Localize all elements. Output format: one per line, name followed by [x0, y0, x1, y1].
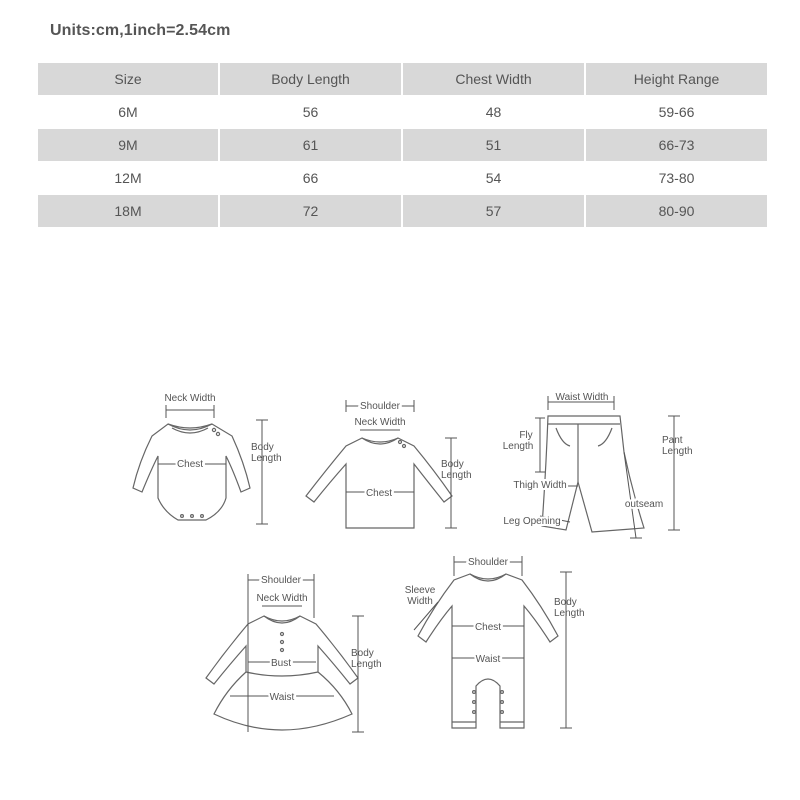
bodysuit-neck-width-label: Neck Width [164, 393, 216, 404]
romper-outline [418, 574, 558, 728]
cell-body-length: 61 [219, 129, 402, 162]
top-body-length-label-2: Length [441, 470, 472, 481]
cell-height-range: 73-80 [585, 162, 767, 195]
pants-pant-length-label-2: Length [662, 446, 693, 457]
pants-fly-length-label-2: Length [502, 441, 534, 452]
dress-body-length-label-1: Body [351, 648, 374, 659]
cell-height-range: 66-73 [585, 129, 767, 162]
cell-chest-width: 54 [402, 162, 585, 195]
romper-chest-label: Chest [474, 622, 502, 633]
cell-body-length: 56 [219, 96, 402, 129]
units-note: Units:cm,1inch=2.54cm [50, 22, 231, 39]
bodysuit-body-length-label-2: Length [251, 453, 282, 464]
top-shoulder-label: Shoulder [359, 401, 401, 412]
romper-diagram [405, 556, 585, 728]
cell-chest-width: 57 [402, 195, 585, 228]
top-chest-label: Chest [365, 488, 393, 499]
header-height-range: Height Range [585, 63, 767, 96]
dress-neck-width-label: Neck Width [256, 593, 308, 604]
cell-size: 18M [38, 195, 219, 228]
pants-diagram [503, 392, 693, 538]
top-body-length-label-1: Body [441, 459, 464, 470]
bodysuit-chest-label: Chest [176, 459, 204, 470]
pants-outline [542, 416, 644, 532]
romper-sleeve-width-label-1: Sleeve [404, 585, 436, 596]
pants-leg-opening-label: Leg Opening [503, 516, 561, 527]
pants-outseam-label: outseam [624, 499, 664, 510]
pants-pant-length-label-1: Pant [662, 435, 683, 446]
header-size: Size [38, 63, 219, 96]
cell-height-range: 59-66 [585, 96, 767, 129]
cell-size: 9M [38, 129, 219, 162]
cell-chest-width: 51 [402, 129, 585, 162]
romper-body-length-label-2: Length [554, 608, 585, 619]
cell-height-range: 80-90 [585, 195, 767, 228]
romper-sleeve-width-label-2: Width [407, 596, 433, 607]
dress-bust-label: Bust [270, 658, 292, 669]
dress-body-length-label-2: Length [351, 659, 382, 670]
header-chest-width: Chest Width [402, 63, 585, 96]
bodysuit-diagram [133, 393, 282, 524]
bodysuit-body-length-label-1: Body [251, 442, 274, 453]
dress-diagram [206, 574, 382, 732]
pants-fly-length-label-1: Fly [519, 430, 533, 441]
romper-waist-label: Waist [475, 654, 501, 665]
header-body-length: Body Length [219, 63, 402, 96]
pants-thigh-width-label: Thigh Width [513, 480, 567, 491]
cell-size: 6M [38, 96, 219, 129]
romper-body-length-label-1: Body [554, 597, 577, 608]
top-outline [306, 438, 452, 528]
pants-waist-width-label: Waist Width [555, 392, 609, 403]
cell-chest-width: 48 [402, 96, 585, 129]
dress-shoulder-label: Shoulder [260, 575, 302, 586]
top-diagram [306, 400, 472, 528]
cell-size: 12M [38, 162, 219, 195]
bodysuit-outline [133, 424, 250, 520]
top-neck-width-label: Neck Width [354, 417, 406, 428]
dress-waist-label: Waist [269, 692, 295, 703]
romper-shoulder-label: Shoulder [467, 557, 509, 568]
cell-body-length: 66 [219, 162, 402, 195]
cell-body-length: 72 [219, 195, 402, 228]
